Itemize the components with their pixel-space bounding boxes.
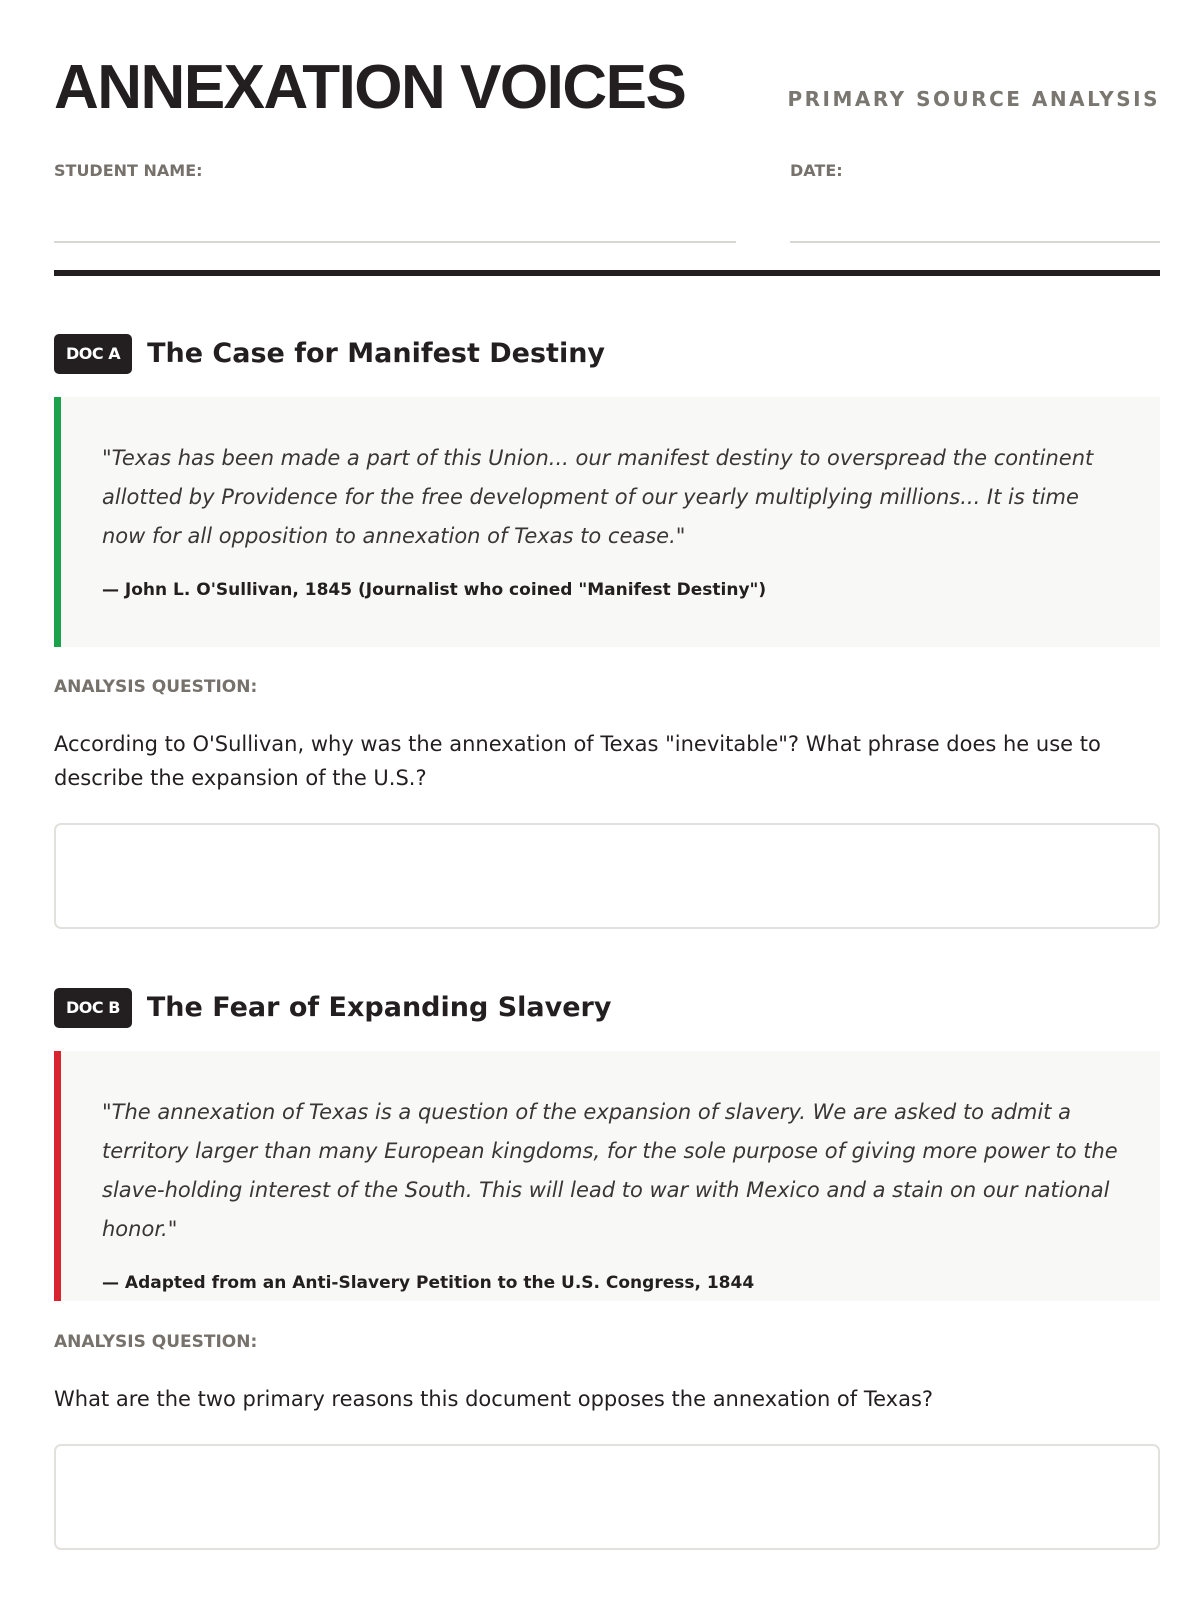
- doc-a-quote: "Texas has been made a part of this Union... our manifest destiny to overspread the continent allotted by Providence for the free development of our yearly multiplying millions... It is time now for all opposition to annexation of Texas to cease.": [102, 446, 1094, 548]
- doc-a-citation: — John L. O'Sullivan, 1845 (Journalist who coined "Manifest Destiny"): [102, 580, 767, 600]
- doc-a-badge: DOC A: [54, 334, 132, 374]
- student-name-label: STUDENT NAME:: [54, 161, 203, 180]
- doc-b-citation: — Adapted from an Anti-Slavery Petition to the U.S. Congress, 1844: [102, 1273, 755, 1293]
- worksheet-header: [54, 48, 1160, 128]
- doc-a-accent-bar: [54, 397, 61, 647]
- doc-b-question-label: ANALYSIS QUESTION:: [54, 1332, 258, 1352]
- doc-a-heading: [54, 334, 605, 374]
- doc-a-question-label: ANALYSIS QUESTION:: [54, 677, 258, 697]
- doc-b-title: The Fear of Expanding Slavery: [146, 992, 612, 1023]
- doc-a-quote-box: [54, 397, 1160, 647]
- page-subtitle: PRIMARY SOURCE ANALYSIS: [787, 87, 1160, 111]
- doc-b-answer-box[interactable]: [54, 1444, 1160, 1550]
- doc-b-quote: "The annexation of Texas is a question of the expansion of slavery. We are asked to admit a territory larger than many European kingdoms, for the sole purpose of giving more power to the slave-holding interest of the South. This will lead to war with Mexico and a stain on our national honor.": [102, 1100, 1118, 1241]
- doc-b-quote-box: [54, 1051, 1160, 1301]
- date-field[interactable]: [790, 241, 1160, 243]
- doc-b-badge: DOC B: [54, 988, 132, 1028]
- doc-b-heading: [54, 988, 611, 1028]
- date-label: DATE:: [790, 161, 843, 180]
- header-divider: [54, 270, 1160, 276]
- student-name-field[interactable]: [54, 241, 736, 243]
- doc-b-accent-bar: [54, 1051, 61, 1301]
- page-title: ANNEXATION VOICES: [54, 53, 686, 122]
- doc-b-question: What are the two primary reasons this document opposes the annexation of Texas?: [54, 1387, 934, 1411]
- doc-a-answer-box[interactable]: [54, 823, 1160, 929]
- doc-a-question: According to O'Sullivan, why was the annexation of Texas "inevitable"? What phrase does he use to describe the expansion of the U.S.?: [54, 732, 1101, 790]
- doc-a-title: The Case for Manifest Destiny: [147, 338, 606, 369]
